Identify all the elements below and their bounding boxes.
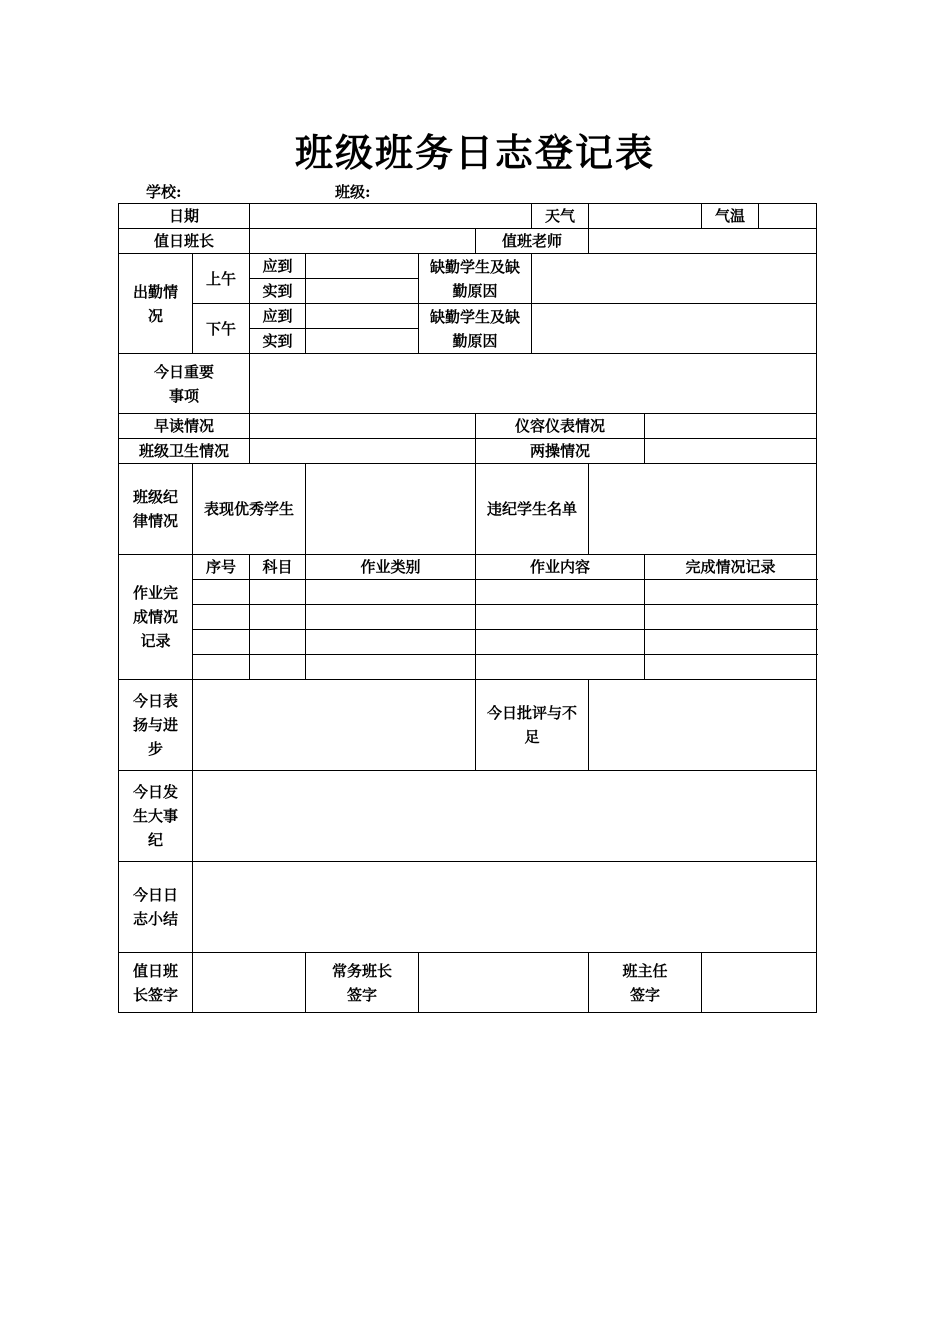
monitor-on-duty-field[interactable]	[250, 229, 476, 254]
afternoon-should-field[interactable]	[306, 304, 419, 329]
monitor-sign-label: 值日班长签字	[132, 961, 178, 1004]
morning-should-label: 应到	[250, 254, 306, 279]
standing-monitor-sign-label: 常务班长签字	[332, 961, 393, 1004]
hw-header-content: 作业内容	[476, 555, 645, 580]
hw-cell[interactable]	[645, 580, 817, 605]
hw-cell[interactable]	[306, 630, 476, 655]
teacher-on-duty-label: 值班老师	[476, 229, 589, 254]
hw-cell[interactable]	[306, 605, 476, 630]
praise-field[interactable]	[193, 680, 476, 771]
hw-cell[interactable]	[306, 655, 476, 680]
hw-cell[interactable]	[193, 605, 250, 630]
appearance-label: 仪容仪表情况	[476, 414, 645, 439]
afternoon-actual-field[interactable]	[306, 329, 419, 354]
hw-cell[interactable]	[250, 655, 306, 680]
morning-absent-label: 缺勤学生及缺勤原因	[430, 257, 521, 300]
homework-record-label: 作业完成情况记录	[132, 584, 178, 650]
hw-cell[interactable]	[306, 580, 476, 605]
appearance-field[interactable]	[645, 414, 817, 439]
afternoon-label: 下午	[193, 304, 250, 354]
morning-should-field[interactable]	[306, 254, 419, 279]
hw-cell[interactable]	[250, 605, 306, 630]
afternoon-absent-label: 缺勤学生及缺勤原因	[430, 307, 521, 350]
praise-label: 今日表扬与进步	[132, 692, 178, 758]
important-items-field[interactable]	[250, 354, 817, 414]
morning-reading-field[interactable]	[250, 414, 476, 439]
morning-absent-field[interactable]	[532, 254, 817, 304]
attendance-label: 出勤情况	[132, 282, 178, 325]
hygiene-label: 班级卫生情况	[119, 439, 250, 464]
criticism-label: 今日批评与不足	[487, 704, 578, 746]
afternoon-should-label: 应到	[250, 304, 306, 329]
hw-header-category: 作业类别	[306, 555, 476, 580]
discipline-label: 班级纪律情况	[132, 488, 178, 530]
school-label: 学校:	[146, 183, 182, 201]
log-form-table	[118, 203, 817, 1013]
excellent-students-field[interactable]	[306, 464, 476, 555]
morning-label: 上午	[193, 254, 250, 304]
violating-students-label: 违纪学生名单	[487, 500, 578, 518]
summary-label: 今日日志小结	[132, 886, 178, 928]
date-label: 日期	[119, 204, 250, 229]
hw-cell[interactable]	[250, 630, 306, 655]
standing-monitor-sign-field[interactable]	[419, 953, 589, 1013]
hw-cell[interactable]	[476, 605, 645, 630]
weather-field[interactable]	[589, 204, 702, 229]
hw-cell[interactable]	[250, 580, 306, 605]
hw-cell[interactable]	[193, 655, 250, 680]
hw-header-subject: 科目	[250, 555, 306, 580]
hygiene-field[interactable]	[250, 439, 476, 464]
major-events-label: 今日发生大事纪	[132, 783, 178, 849]
weather-label: 天气	[532, 204, 589, 229]
excellent-students-label: 表现优秀学生	[203, 500, 294, 518]
morning-actual-field[interactable]	[306, 279, 419, 304]
hw-cell[interactable]	[193, 630, 250, 655]
head-teacher-sign-field[interactable]	[702, 953, 817, 1013]
date-field[interactable]	[250, 204, 532, 229]
hw-cell[interactable]	[476, 630, 645, 655]
violating-students-field[interactable]	[589, 464, 817, 555]
hw-cell[interactable]	[193, 580, 250, 605]
exercises-field[interactable]	[645, 439, 817, 464]
summary-field[interactable]	[193, 862, 817, 953]
hw-header-completion: 完成情况记录	[645, 555, 817, 580]
class-label: 班级:	[335, 183, 371, 201]
head-teacher-sign-label: 班主任签字	[622, 961, 668, 1004]
afternoon-absent-field[interactable]	[532, 304, 817, 354]
important-items-label: 今日重要事项	[153, 362, 214, 405]
exercises-label: 两操情况	[476, 439, 645, 464]
temperature-field[interactable]	[759, 204, 817, 229]
monitor-on-duty-label: 值日班长	[119, 229, 250, 254]
hw-cell[interactable]	[645, 655, 817, 680]
hw-cell[interactable]	[476, 580, 645, 605]
afternoon-actual-label: 实到	[250, 329, 306, 354]
hw-header-number: 序号	[193, 555, 250, 580]
hw-cell[interactable]	[645, 605, 817, 630]
criticism-field[interactable]	[589, 680, 817, 771]
hw-cell[interactable]	[476, 655, 645, 680]
temperature-label: 气温	[702, 204, 759, 229]
morning-actual-label: 实到	[250, 279, 306, 304]
monitor-sign-field[interactable]	[193, 953, 306, 1013]
hw-cell[interactable]	[645, 630, 817, 655]
page-title: 班级班务日志登记表	[294, 130, 655, 175]
teacher-on-duty-field[interactable]	[589, 229, 817, 254]
major-events-field[interactable]	[193, 771, 817, 862]
morning-reading-label: 早读情况	[119, 414, 250, 439]
